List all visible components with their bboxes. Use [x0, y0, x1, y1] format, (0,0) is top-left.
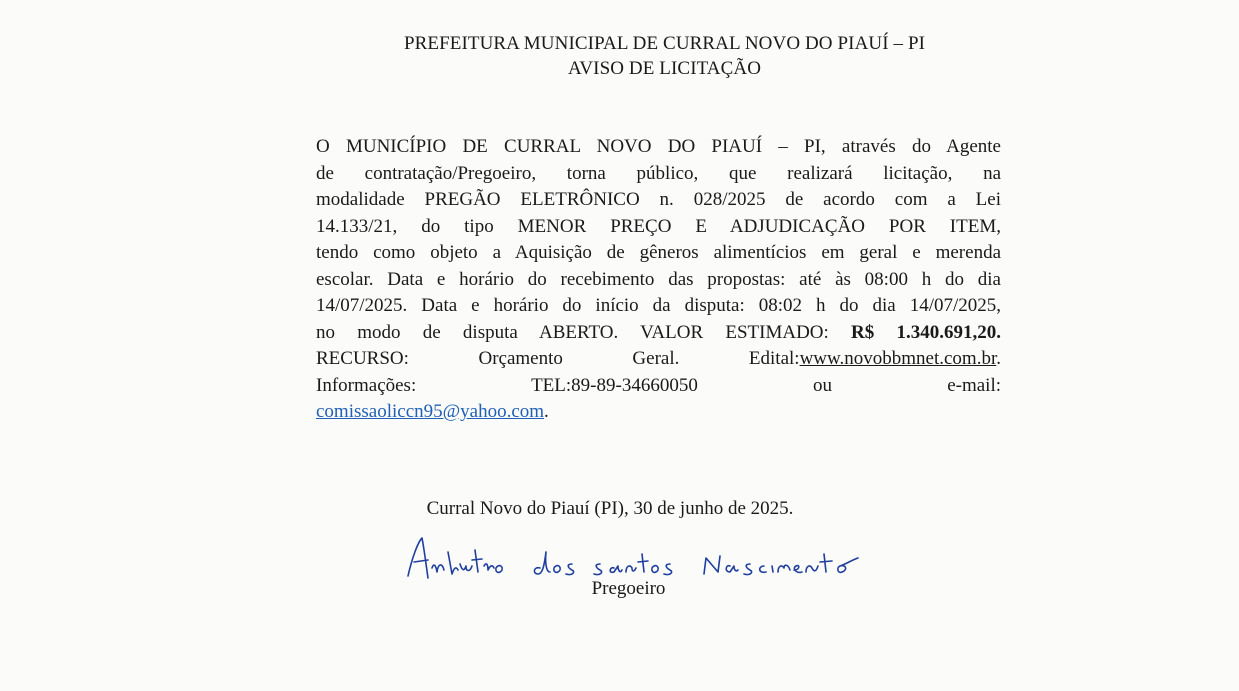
- recurso-label: RECURSO:: [316, 348, 409, 369]
- body-line-8: [316, 320, 1001, 347]
- edital-suffix: .: [996, 348, 1001, 369]
- signer-role: Pregoeiro: [591, 578, 666, 599]
- recurso-value: Orçamento: [478, 348, 563, 369]
- body-line-9: [316, 346, 1001, 373]
- date-line: Curral Novo do Piauí (PI), 30 de junho de 2025.: [426, 498, 794, 519]
- body-line-5: tendo como objeto a Aquisição de gêneros alimentícios em geral e merenda: [316, 242, 1001, 263]
- header-subtitle: AVISO DE LICITAÇÃO: [567, 58, 762, 79]
- edital-label: Edital:: [748, 348, 800, 369]
- email-label: e-mail:: [947, 374, 1001, 396]
- body-line-7: 14/07/2025. Data e horário do início da disputa: 08:02 h do dia 14/07/2025,: [316, 295, 1001, 316]
- recurso-value-2: Geral.: [632, 348, 680, 369]
- body-line-4: 14.133/21, do tipo MENOR PREÇO E ADJUDICAÇÃO POR ITEM,: [316, 215, 1001, 237]
- body-line-1: O MUNICÍPIO DE CURRAL NOVO DO PIAUÍ – PI, através do Agente: [316, 136, 1001, 157]
- or-word: ou: [813, 374, 833, 396]
- notice-body: [316, 134, 1001, 426]
- tel-number: TEL:89-89-34660050: [531, 374, 698, 396]
- valor-label: no modo de disputa ABERTO. VALOR ESTIMADO:: [316, 321, 829, 343]
- body-line-11: [316, 399, 1001, 426]
- valor-estimado: R$ 1.340.691,20: [851, 321, 997, 343]
- header-title: PREFEITURA MUNICIPAL DE CURRAL NOVO DO PIAUÍ – PI: [403, 33, 926, 54]
- edital-group: [749, 348, 1001, 369]
- body-line-6: escolar. Data e horário do recebimento das propostas: até às 08:00 h do dia: [316, 268, 1001, 290]
- valor-suffix: .: [996, 321, 1002, 343]
- info-label: Informações:: [316, 374, 417, 396]
- body-line-10: [316, 373, 1001, 400]
- email-suffix: .: [544, 401, 549, 422]
- email-link[interactable]: comissaoliccn95@yahoo.com: [316, 401, 545, 422]
- edital-link[interactable]: www.novobbmnet.com.br: [799, 348, 997, 369]
- body-line-2: de contratação/Pregoeiro, torna público, que realizará licitação, na: [316, 162, 1001, 184]
- body-line-3: modalidade PREGÃO ELETRÔNICO n. 028/2025 de acordo com a Lei: [316, 189, 1001, 210]
